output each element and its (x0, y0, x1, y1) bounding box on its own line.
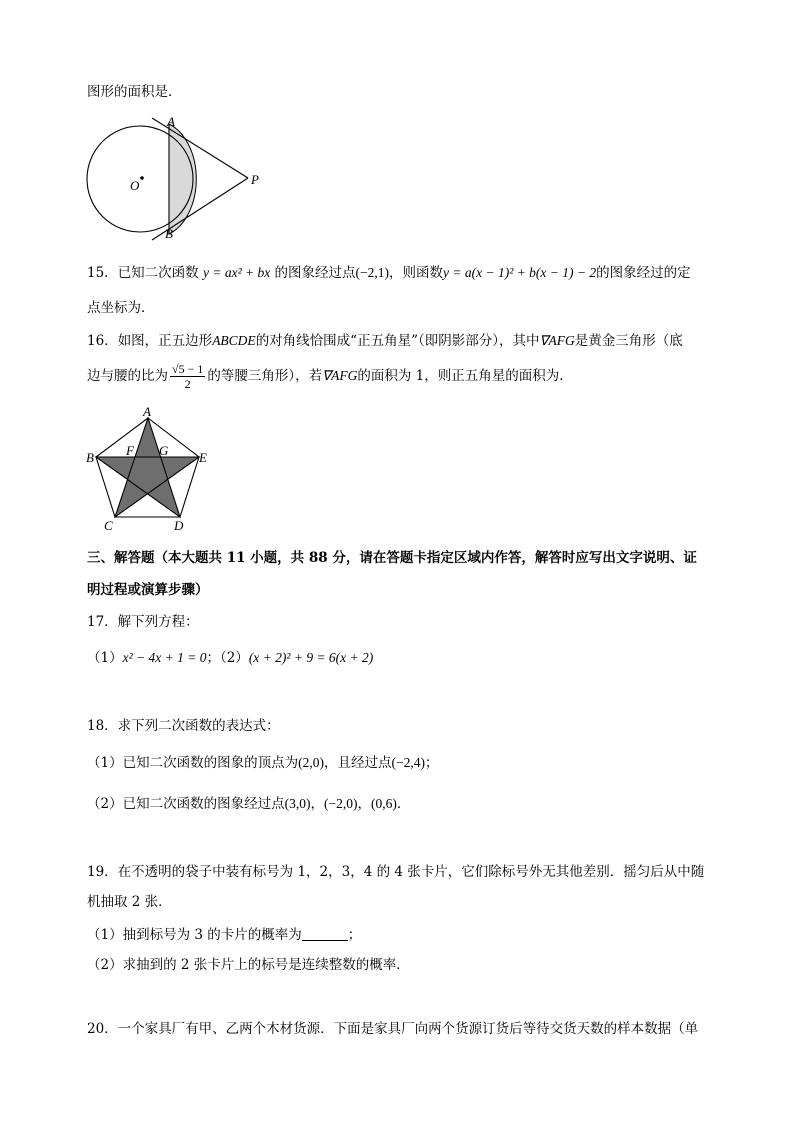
q18-period: ． (396, 796, 411, 812)
q17-part2-label: ；（2） (206, 650, 249, 666)
q18-point3: (0,6) (370, 796, 397, 811)
q15-period: ． (141, 300, 155, 316)
q15-number: 15． (87, 265, 118, 281)
q16-text6: 的面积为 1，则正五角星的面积为 (357, 368, 560, 384)
label-b: B (165, 226, 173, 241)
q19-line1: 19．在不透明的袋子中装有标号为 1，2，3，4 的 4 张卡片，它们除标号外无其他差别．摇匀后从中随 (87, 864, 705, 880)
q17-equations (87, 648, 373, 668)
q16-triangle-2: ∇AFG (322, 368, 358, 383)
q16-text5: 的等腰三角形），若 (207, 368, 323, 384)
five-pointed-star (96, 418, 199, 517)
q16-triangle: ∇AFG (539, 333, 575, 348)
q19-part1 (87, 925, 361, 945)
q19-p1-end: ； (347, 927, 362, 943)
q16-text2: 的对角线恰围成“正五角星”（即阴影部分），其中 (255, 333, 540, 349)
q16-text3: 是黄金三角形（底 (574, 333, 683, 349)
figure-circle-tangents (80, 112, 270, 247)
label-c: C (104, 518, 113, 533)
q18-point1: (3,0) (284, 796, 311, 811)
answer-blank[interactable] (302, 926, 348, 941)
q18-part2 (87, 794, 410, 814)
label-g: G (159, 443, 169, 458)
q15-point: (−2,1) (355, 265, 390, 280)
q18-point: (−2,4) (391, 755, 425, 770)
q15-text3: ，则函数 (389, 265, 444, 281)
q15-line2 (87, 298, 155, 318)
section3-line2: 明过程或演算步骤） (87, 582, 209, 598)
q16-text1: 如图，正五边形 (117, 333, 213, 349)
q18-comma1: ， (310, 796, 324, 812)
q18-p1-text2: ，且经过点 (323, 755, 392, 771)
q16-line2 (87, 359, 573, 393)
q16-period: ． (559, 368, 573, 384)
q18-title: 18．求下列二次函数的表达式： (87, 718, 280, 734)
q16-number: 16． (87, 333, 118, 349)
fraction-numerator: √5 − 1 (172, 362, 204, 376)
q18-p1-end: ； (424, 755, 439, 771)
q18-point2: (−2,0) (323, 796, 358, 811)
q19-p1-text: （1）抽到标号为 3 的卡片的概率为 (87, 927, 302, 943)
label-e: E (199, 450, 207, 465)
label-a: A (143, 404, 151, 419)
q17-equation2: (x + 2)² + 9 = 6(x + 2) (248, 650, 374, 665)
q16-polygon: ABCDE (212, 333, 256, 348)
label-p: P (251, 172, 259, 187)
q20-line1: 20．一个家具厂有甲、乙两个木材货源．下面是家具厂向两个货源订货后等待交货天数的样本数据（单 (87, 1021, 699, 1037)
label-f: F (126, 443, 134, 458)
shaded-segment (169, 124, 196, 234)
label-b: B (86, 450, 94, 465)
q19-part2: （2）求抽到的 2 张卡片上的标号是连续整数的概率． (87, 957, 410, 973)
q17-title: 17．解下列方程： (87, 614, 199, 630)
label-o: O (130, 178, 140, 193)
q15-text4: 的图象经过的定 (596, 265, 691, 281)
q16-text4: 边与腰的比为 (87, 368, 168, 384)
q16-line1 (87, 331, 683, 351)
fraction-denominator: 2 (184, 377, 191, 391)
q14-period: ． (168, 84, 182, 100)
q15-text2: 的图象经过点 (274, 265, 356, 281)
q15-equation1: y = ax² + bx (202, 265, 271, 280)
q15-text5: 点坐标为 (87, 300, 141, 316)
label-a: A (167, 114, 175, 129)
figure-pentagon-star (84, 404, 214, 536)
q17-equation1: x² − 4x + 1 = 0 (122, 650, 207, 665)
q14-text: 图形的面积是 (87, 84, 168, 100)
q15-line1 (87, 263, 691, 283)
label-d: D (174, 518, 184, 533)
q18-comma2: ， (357, 796, 371, 812)
q19-line2: 机抽取 2 张． (87, 894, 172, 910)
q18-vertex: (2,0) (298, 755, 324, 770)
q15-text1: 已知二次函数 (117, 265, 199, 281)
q15-equation2: y = a(x − 1)² + b(x − 1) − 2 (443, 265, 597, 280)
q14-tail (87, 82, 182, 102)
section3-line1: 三、解答题（本大题共 11 小题，共 88 分，请在答题卡指定区域内作答，解答时应写出文字说明、证 (87, 550, 697, 566)
q18-part1 (87, 753, 438, 773)
q17-part1-label: （1） (87, 650, 123, 666)
q18-p1-text1: （1）已知二次函数的图象的顶点为 (87, 755, 299, 771)
q18-p2-text: （2）已知二次函数的图象经过点 (87, 796, 285, 812)
golden-ratio-fraction (170, 362, 205, 391)
center-point (140, 176, 144, 180)
